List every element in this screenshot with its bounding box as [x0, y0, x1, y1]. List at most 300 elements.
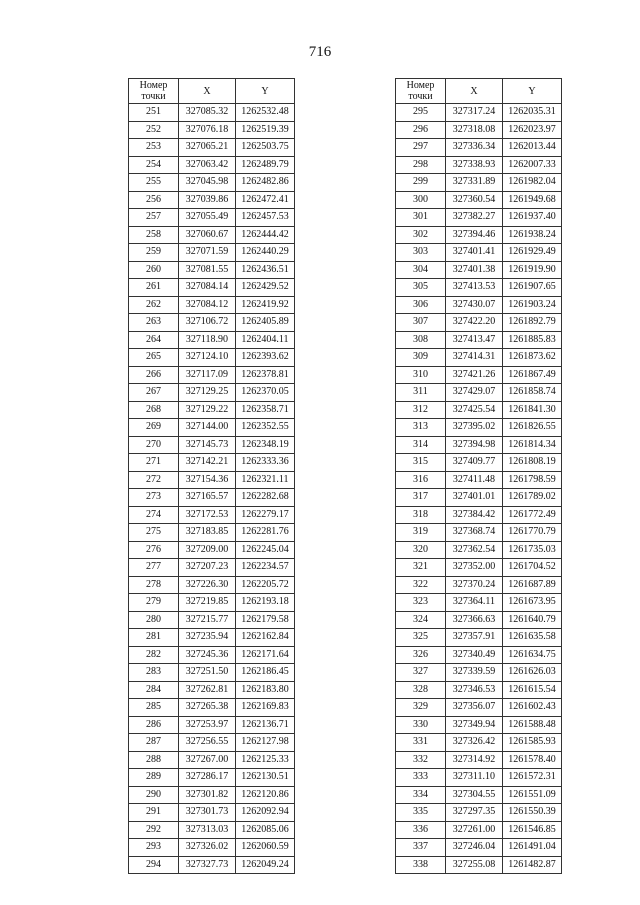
cell-point-number: 294	[129, 856, 179, 874]
cell-y: 1262436.51	[236, 261, 295, 279]
cell-y: 1262503.75	[236, 139, 295, 157]
table-row	[129, 156, 295, 174]
table-row	[396, 611, 562, 629]
table-row	[129, 419, 295, 437]
table-row	[129, 261, 295, 279]
table-row	[129, 734, 295, 752]
cell-point-number: 263	[129, 314, 179, 332]
cell-point-number: 281	[129, 629, 179, 647]
cell-y: 1261873.62	[503, 349, 562, 367]
cell-y: 1262007.33	[503, 156, 562, 174]
cell-y: 1262472.41	[236, 191, 295, 209]
cell-point-number: 299	[396, 174, 446, 192]
table-header-row	[129, 79, 295, 104]
cell-point-number: 278	[129, 576, 179, 594]
cell-y: 1261808.19	[503, 454, 562, 472]
cell-point-number: 333	[396, 769, 446, 787]
cell-y: 1262092.94	[236, 804, 295, 822]
cell-point-number: 279	[129, 594, 179, 612]
cell-point-number: 295	[396, 104, 446, 122]
cell-x: 327045.98	[179, 174, 236, 192]
cell-y: 1261588.48	[503, 716, 562, 734]
cell-point-number: 326	[396, 646, 446, 664]
cell-x: 327401.01	[446, 489, 503, 507]
cell-point-number: 287	[129, 734, 179, 752]
table-row	[129, 191, 295, 209]
cell-point-number: 262	[129, 296, 179, 314]
table-row	[129, 769, 295, 787]
cell-x: 327346.53	[446, 681, 503, 699]
table-row	[396, 821, 562, 839]
cell-x: 327395.02	[446, 419, 503, 437]
cell-x: 327311.10	[446, 769, 503, 787]
cell-y: 1262370.05	[236, 384, 295, 402]
cell-y: 1261602.43	[503, 699, 562, 717]
cell-point-number: 291	[129, 804, 179, 822]
table-row	[129, 331, 295, 349]
cell-x: 327331.89	[446, 174, 503, 192]
cell-point-number: 273	[129, 489, 179, 507]
table-row	[396, 174, 562, 192]
cell-x: 327063.42	[179, 156, 236, 174]
table-row	[396, 646, 562, 664]
cell-y: 1262245.04	[236, 541, 295, 559]
cell-point-number: 322	[396, 576, 446, 594]
cell-x: 327401.38	[446, 261, 503, 279]
cell-y: 1261867.49	[503, 366, 562, 384]
cell-point-number: 312	[396, 401, 446, 419]
cell-y: 1261635.58	[503, 629, 562, 647]
table-row	[129, 401, 295, 419]
table-row	[129, 366, 295, 384]
cell-y: 1262279.17	[236, 506, 295, 524]
cell-y: 1261626.03	[503, 664, 562, 682]
table-row	[129, 786, 295, 804]
cell-x: 327256.55	[179, 734, 236, 752]
cell-x: 327357.91	[446, 629, 503, 647]
table-row	[396, 209, 562, 227]
cell-y: 1262049.24	[236, 856, 295, 874]
cell-y: 1262429.52	[236, 279, 295, 297]
cell-point-number: 277	[129, 559, 179, 577]
cell-point-number: 261	[129, 279, 179, 297]
cell-point-number: 301	[396, 209, 446, 227]
cell-x: 327301.82	[179, 786, 236, 804]
cell-point-number: 296	[396, 121, 446, 139]
cell-x: 327422.20	[446, 314, 503, 332]
cell-y: 1262419.92	[236, 296, 295, 314]
header-point-number	[129, 79, 179, 104]
cell-point-number: 305	[396, 279, 446, 297]
cell-point-number: 290	[129, 786, 179, 804]
cell-x: 327085.32	[179, 104, 236, 122]
table-row	[396, 261, 562, 279]
table-body-right	[396, 104, 562, 874]
cell-y: 1262085.06	[236, 821, 295, 839]
table-row	[129, 559, 295, 577]
cell-point-number: 321	[396, 559, 446, 577]
cell-x: 327409.77	[446, 454, 503, 472]
cell-point-number: 337	[396, 839, 446, 857]
cell-point-number: 288	[129, 751, 179, 769]
cell-point-number: 275	[129, 524, 179, 542]
table-row	[396, 664, 562, 682]
cell-y: 1262193.18	[236, 594, 295, 612]
cell-point-number: 257	[129, 209, 179, 227]
table-row	[396, 419, 562, 437]
cell-point-number: 336	[396, 821, 446, 839]
cell-y: 1262023.97	[503, 121, 562, 139]
cell-point-number: 256	[129, 191, 179, 209]
header-y: Y	[236, 79, 295, 104]
cell-x: 327301.73	[179, 804, 236, 822]
cell-point-number: 323	[396, 594, 446, 612]
cell-y: 1261550.39	[503, 804, 562, 822]
cell-y: 1262234.57	[236, 559, 295, 577]
cell-y: 1262120.86	[236, 786, 295, 804]
table-row	[396, 699, 562, 717]
table-row	[396, 366, 562, 384]
cell-y: 1262013.44	[503, 139, 562, 157]
cell-y: 1262321.11	[236, 471, 295, 489]
table-row	[396, 156, 562, 174]
table-row	[396, 349, 562, 367]
cell-x: 327215.77	[179, 611, 236, 629]
cell-y: 1261634.75	[503, 646, 562, 664]
cell-x: 327129.25	[179, 384, 236, 402]
table-row	[129, 489, 295, 507]
cell-y: 1262171.64	[236, 646, 295, 664]
table-row	[129, 104, 295, 122]
cell-y: 1261673.95	[503, 594, 562, 612]
table-row	[396, 279, 562, 297]
cell-x: 327339.59	[446, 664, 503, 682]
cell-point-number: 302	[396, 226, 446, 244]
cell-point-number: 284	[129, 681, 179, 699]
cell-point-number: 297	[396, 139, 446, 157]
cell-y: 1261885.83	[503, 331, 562, 349]
cell-point-number: 308	[396, 331, 446, 349]
cell-y: 1261858.74	[503, 384, 562, 402]
table-row	[396, 226, 562, 244]
cell-x: 327413.47	[446, 331, 503, 349]
cell-point-number: 293	[129, 839, 179, 857]
cell-x: 327297.35	[446, 804, 503, 822]
cell-point-number: 338	[396, 856, 446, 874]
table-row	[396, 524, 562, 542]
cell-point-number: 309	[396, 349, 446, 367]
cell-x: 327071.59	[179, 244, 236, 262]
table-row	[396, 296, 562, 314]
table-row	[396, 856, 562, 874]
table-row	[129, 664, 295, 682]
cell-y: 1262482.86	[236, 174, 295, 192]
cell-x: 327313.03	[179, 821, 236, 839]
table-row	[129, 646, 295, 664]
cell-x: 327117.09	[179, 366, 236, 384]
cell-y: 1262281.76	[236, 524, 295, 542]
table-row	[129, 576, 295, 594]
cell-x: 327183.85	[179, 524, 236, 542]
cell-x: 327317.24	[446, 104, 503, 122]
table-row	[396, 594, 562, 612]
cell-x: 327411.48	[446, 471, 503, 489]
cell-x: 327360.54	[446, 191, 503, 209]
cell-point-number: 264	[129, 331, 179, 349]
cell-y: 1261929.49	[503, 244, 562, 262]
cell-x: 327235.94	[179, 629, 236, 647]
cell-point-number: 317	[396, 489, 446, 507]
cell-y: 1261841.30	[503, 401, 562, 419]
cell-point-number: 315	[396, 454, 446, 472]
cell-point-number: 253	[129, 139, 179, 157]
cell-point-number: 328	[396, 681, 446, 699]
cell-x: 327364.11	[446, 594, 503, 612]
cell-point-number: 270	[129, 436, 179, 454]
cell-x: 327394.46	[446, 226, 503, 244]
cell-x: 327401.41	[446, 244, 503, 262]
table-row	[129, 436, 295, 454]
cell-point-number: 285	[129, 699, 179, 717]
header-x: X	[179, 79, 236, 104]
cell-x: 327362.54	[446, 541, 503, 559]
cell-y: 1262130.51	[236, 769, 295, 787]
table-row	[396, 121, 562, 139]
table-row	[396, 681, 562, 699]
cell-point-number: 272	[129, 471, 179, 489]
cell-y: 1261546.85	[503, 821, 562, 839]
cell-y: 1262358.71	[236, 401, 295, 419]
cell-x: 327245.36	[179, 646, 236, 664]
table-row	[129, 699, 295, 717]
table-row	[129, 349, 295, 367]
cell-x: 327340.49	[446, 646, 503, 664]
table-row	[129, 139, 295, 157]
cell-x: 327382.27	[446, 209, 503, 227]
table-row	[396, 576, 562, 594]
table-row	[129, 856, 295, 874]
cell-point-number: 310	[396, 366, 446, 384]
table-row	[396, 331, 562, 349]
cell-x: 327253.97	[179, 716, 236, 734]
cell-y: 1261789.02	[503, 489, 562, 507]
cell-x: 327286.17	[179, 769, 236, 787]
table-row	[129, 524, 295, 542]
cell-x: 327129.22	[179, 401, 236, 419]
cell-x: 327219.85	[179, 594, 236, 612]
cell-x: 327209.00	[179, 541, 236, 559]
cell-point-number: 316	[396, 471, 446, 489]
cell-x: 327421.26	[446, 366, 503, 384]
cell-point-number: 266	[129, 366, 179, 384]
cell-point-number: 332	[396, 751, 446, 769]
table-row	[129, 296, 295, 314]
cell-point-number: 298	[396, 156, 446, 174]
cell-x: 327394.98	[446, 436, 503, 454]
cell-y: 1261482.87	[503, 856, 562, 874]
cell-y: 1261551.09	[503, 786, 562, 804]
cell-x: 327084.12	[179, 296, 236, 314]
table-row	[396, 734, 562, 752]
cell-point-number: 319	[396, 524, 446, 542]
cell-x: 327368.74	[446, 524, 503, 542]
cell-x: 327055.49	[179, 209, 236, 227]
cell-y: 1261615.54	[503, 681, 562, 699]
table-row	[129, 314, 295, 332]
cell-x: 327207.23	[179, 559, 236, 577]
cell-point-number: 274	[129, 506, 179, 524]
table-row	[396, 751, 562, 769]
table-row	[396, 629, 562, 647]
cell-point-number: 334	[396, 786, 446, 804]
table-row	[396, 804, 562, 822]
cell-x: 327145.73	[179, 436, 236, 454]
cell-point-number: 303	[396, 244, 446, 262]
table-row	[396, 839, 562, 857]
cell-y: 1261814.34	[503, 436, 562, 454]
cell-y: 1262440.29	[236, 244, 295, 262]
table-row	[129, 506, 295, 524]
cell-x: 327118.90	[179, 331, 236, 349]
cell-point-number: 258	[129, 226, 179, 244]
cell-y: 1262489.79	[236, 156, 295, 174]
cell-point-number: 330	[396, 716, 446, 734]
cell-y: 1262378.81	[236, 366, 295, 384]
cell-y: 1262136.71	[236, 716, 295, 734]
table-row	[129, 804, 295, 822]
cell-point-number: 252	[129, 121, 179, 139]
table-row	[396, 489, 562, 507]
cell-x: 327326.42	[446, 734, 503, 752]
table-row	[396, 314, 562, 332]
table-row	[396, 191, 562, 209]
cell-y: 1262519.39	[236, 121, 295, 139]
cell-y: 1262404.11	[236, 331, 295, 349]
cell-point-number: 327	[396, 664, 446, 682]
header-point-label: Номер точки	[139, 80, 168, 102]
cell-y: 1262352.55	[236, 419, 295, 437]
cell-x: 327326.02	[179, 839, 236, 857]
cell-point-number: 331	[396, 734, 446, 752]
table-row	[396, 436, 562, 454]
page-number: 716	[308, 44, 332, 60]
cell-y: 1261687.89	[503, 576, 562, 594]
cell-y: 1261919.90	[503, 261, 562, 279]
table-row	[129, 839, 295, 857]
cell-x: 327106.72	[179, 314, 236, 332]
cell-point-number: 259	[129, 244, 179, 262]
cell-x: 327144.00	[179, 419, 236, 437]
cell-y: 1261982.04	[503, 174, 562, 192]
table-row	[129, 244, 295, 262]
cell-x: 327318.08	[446, 121, 503, 139]
cell-y: 1261491.04	[503, 839, 562, 857]
cell-y: 1262405.89	[236, 314, 295, 332]
cell-x: 327336.34	[446, 139, 503, 157]
cell-y: 1262457.53	[236, 209, 295, 227]
cell-y: 1262183.80	[236, 681, 295, 699]
cell-point-number: 280	[129, 611, 179, 629]
coordinates-table-right	[395, 78, 562, 874]
table-row	[129, 384, 295, 402]
table-row	[129, 471, 295, 489]
cell-point-number: 268	[129, 401, 179, 419]
cell-point-number: 260	[129, 261, 179, 279]
cell-y: 1262035.31	[503, 104, 562, 122]
table-row	[396, 104, 562, 122]
cell-y: 1261937.40	[503, 209, 562, 227]
cell-y: 1261826.55	[503, 419, 562, 437]
cell-point-number: 269	[129, 419, 179, 437]
cell-point-number: 320	[396, 541, 446, 559]
table-row	[396, 769, 562, 787]
cell-y: 1261578.40	[503, 751, 562, 769]
table-row	[396, 559, 562, 577]
table-row	[129, 594, 295, 612]
cell-x: 327039.86	[179, 191, 236, 209]
cell-y: 1261772.49	[503, 506, 562, 524]
table-row	[129, 821, 295, 839]
table-row	[396, 506, 562, 524]
cell-x: 327261.00	[446, 821, 503, 839]
cell-x: 327154.36	[179, 471, 236, 489]
table-row	[129, 629, 295, 647]
table-row	[129, 279, 295, 297]
cell-x: 327251.50	[179, 664, 236, 682]
cell-x: 327124.10	[179, 349, 236, 367]
table-row	[396, 786, 562, 804]
cell-y: 1262162.84	[236, 629, 295, 647]
table-row	[396, 471, 562, 489]
cell-x: 327081.55	[179, 261, 236, 279]
cell-x: 327267.00	[179, 751, 236, 769]
cell-point-number: 286	[129, 716, 179, 734]
cell-point-number: 282	[129, 646, 179, 664]
cell-x: 327142.21	[179, 454, 236, 472]
table-header-row	[396, 79, 562, 104]
cell-y: 1262282.68	[236, 489, 295, 507]
cell-y: 1262127.98	[236, 734, 295, 752]
cell-y: 1261585.93	[503, 734, 562, 752]
table-row	[129, 681, 295, 699]
cell-y: 1261892.79	[503, 314, 562, 332]
header-point-number	[396, 79, 446, 104]
cell-x: 327352.00	[446, 559, 503, 577]
table-row	[129, 174, 295, 192]
cell-x: 327413.53	[446, 279, 503, 297]
cell-point-number: 307	[396, 314, 446, 332]
cell-point-number: 255	[129, 174, 179, 192]
cell-x: 327429.07	[446, 384, 503, 402]
cell-x: 327172.53	[179, 506, 236, 524]
cell-x: 327262.81	[179, 681, 236, 699]
cell-point-number: 314	[396, 436, 446, 454]
cell-x: 327255.08	[446, 856, 503, 874]
cell-point-number: 265	[129, 349, 179, 367]
cell-x: 327084.14	[179, 279, 236, 297]
cell-x: 327314.92	[446, 751, 503, 769]
table-row	[129, 209, 295, 227]
cell-x: 327425.54	[446, 401, 503, 419]
table-row	[396, 401, 562, 419]
cell-y: 1262393.62	[236, 349, 295, 367]
cell-x: 327165.57	[179, 489, 236, 507]
cell-point-number: 329	[396, 699, 446, 717]
cell-point-number: 304	[396, 261, 446, 279]
cell-point-number: 276	[129, 541, 179, 559]
header-x: X	[446, 79, 503, 104]
cell-point-number: 325	[396, 629, 446, 647]
